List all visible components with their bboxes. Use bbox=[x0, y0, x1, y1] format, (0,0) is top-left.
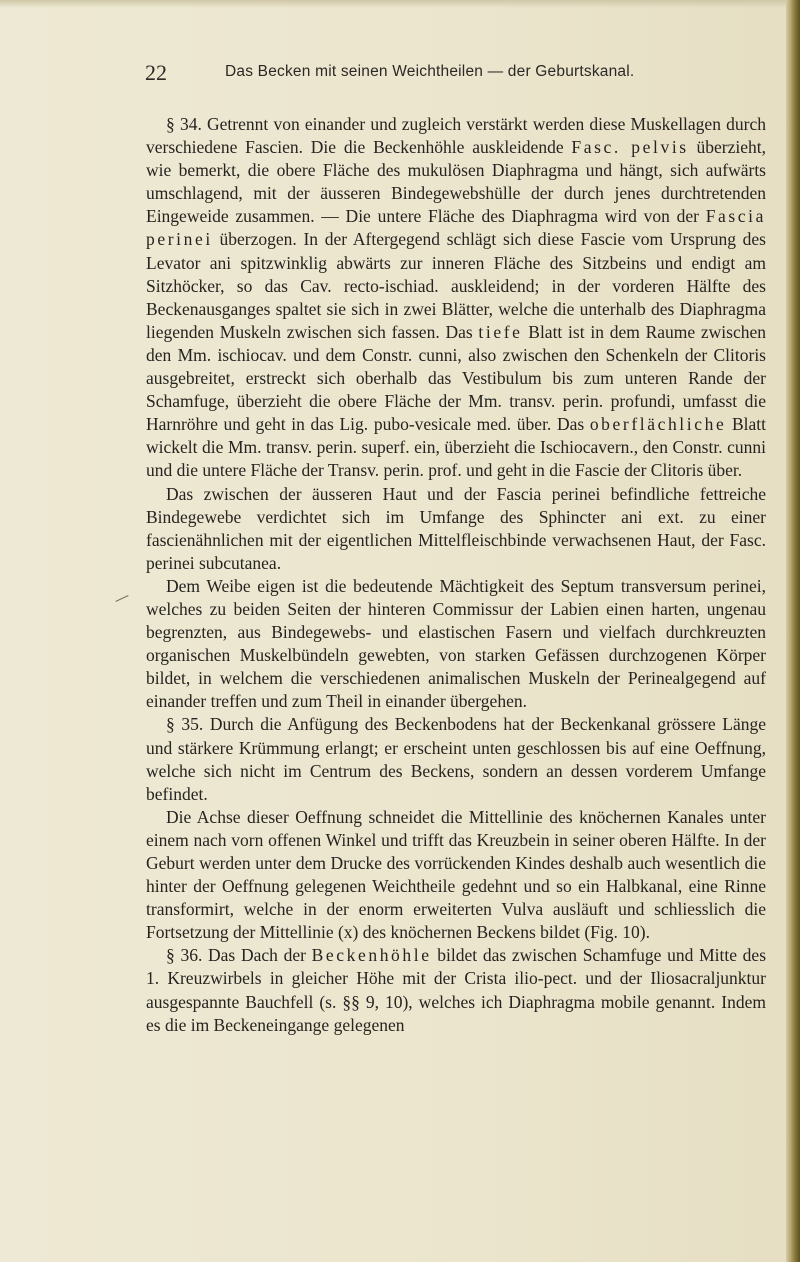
text-run: § 34. Getrennt von einander und zugleich verstärkt werden diese Muskellagen durch verschiedene Fascien. Die die Beckenhöhle auskleidende bbox=[146, 114, 766, 158]
page-binding-edge bbox=[786, 0, 800, 1262]
spaced-term: Fascia perinei bbox=[146, 206, 766, 250]
text-run: Blatt wickelt die Mm. transv. perin. superf. ein, überzieht die Ischiocavern., den Constr. cunni und die untere Fläche der Transv. perin. prof. und geht in die Fascie der Clitoris über. bbox=[146, 414, 766, 481]
text-run: Dem Weibe eigen ist die bedeutende Mächtigkeit des Septum transversum perinei, welches zu beiden Seiten der hinteren Commissur der Labien einen harten, ungenau begrenzten, aus Bindegewebs- und elastischen Fasern und vielfach durchkreuzten organischen Muskelbündeln gewebten, von starken Gefässen durchzogenen Körper bildet, in welchem die verschiedenen animalischen Muskeln der Perinealgegend auf einander treffen und zum Theil in einander übergehen. bbox=[146, 575, 766, 712]
paragraph-septum bbox=[146, 575, 766, 714]
text-run: § 36. Das Dach der bbox=[166, 945, 312, 966]
page-number: 22 bbox=[145, 60, 167, 85]
text-run: überzieht, wie bemerkt, die obere Fläche des mukulösen Diaphragma und hängt, sich aufwärts umschlagend, mit der äusseren Bindegewebshülle der durch jenes durchtretenden Eingeweide zusammen. — Die untere Fläche des Diaphragma wird von der bbox=[146, 137, 766, 227]
text-run: Das zwischen der äusseren Haut und der Fascia perinei befindliche fettreiche Bindegewebe verdichtet sich im Umfange des Sphincter ani ext. zu einer fascienähnlichen mit der eigentlichen Mittelfleischbinde verwachsenen Haut, der Fasc. perinei subcutanea. bbox=[146, 483, 766, 573]
text-run: überzogen. In der Aftergegend schlägt sich diese Fascie vom Ursprung des Levator ani spitzwinklig abwärts zur inneren Fläche des Sitzbeins und endigt am Sitzhöcker, so das Cav. recto-ischiad. auskleidend; in der vorderen Hälfte des Beckenausganges spaltet sie sich in zwei Blätter, welche die unterhalb des Diaphragma liegenden Muskeln zwischen sich fassen. Das bbox=[146, 229, 766, 342]
running-title: Das Becken mit seinen Weichtheilen — der Geburtskanal. bbox=[225, 63, 635, 80]
text-run: § 35. Durch die Anfügung des Beckenbodens hat der Beckenkanal grössere Länge und stärkere Krümmung erlangt; er erscheint unten geschlossen bis auf eine Oeffnung, welche sich nicht im Centrum des Beckens, sondern an dessen vorderem Umfange befindet. bbox=[146, 714, 766, 804]
paragraph-achse bbox=[146, 806, 766, 945]
running-head bbox=[145, 60, 765, 88]
paragraph-35 bbox=[146, 713, 766, 805]
text-run: Blatt ist in dem Raume zwischen den Mm. ischiocav. und dem Constr. cunni, also zwischen den Schenkeln der Clitoris ausgebreitet, erstreckt sich oberhalb das Vestibulum bis zum unteren Rande der Schamfuge, überzieht die obere Fläche der Mm. transv. perin. profundi, umfasst die Harnröhre und geht in das Lig. pubo-vesicale med. über. Das bbox=[146, 321, 767, 435]
paragraph-34 bbox=[146, 113, 766, 483]
spaced-term: oberflächliche bbox=[589, 414, 727, 435]
paragraph-36 bbox=[146, 944, 766, 1036]
spaced-term: Fasc. pelvis bbox=[571, 137, 689, 158]
spaced-term: Beckenhöhle bbox=[311, 945, 432, 966]
paragraph-fascia-subcutanea bbox=[146, 483, 766, 575]
spaced-term: tiefe bbox=[478, 321, 523, 342]
text-run: Die Achse dieser Oeffnung schneidet die Mittellinie des knöchernen Kanales unter einem nach vorn offenen Winkel und trifft das Kreuzbein in seiner oberen Hälfte. In der Geburt werden unter dem Drucke des vorrückenden Kindes deshalb auch wesentlich die hinter der Oeffnung gelegenen Weichtheile gedehnt und so ein Halbkanal, eine Rinne transformirt, welche in der enorm erweiterten Vulva ausläuft und schliesslich die Fortsetzung der Mittellinie (x) des knöchernen Beckens bildet (Fig. 10). bbox=[146, 806, 766, 943]
page-top-shadow bbox=[0, 0, 800, 8]
body-text bbox=[146, 113, 766, 1037]
text-run: bildet das zwischen Schamfuge und Mitte des 1. Kreuzwirbels in gleicher Höhe mit der Crista ilio-pect. und der Iliosacraljunktur ausgespannte Bauchfell (s. §§ 9, 10), welches ich Diaphragma mobile genannt. Indem es die im Beckeneingange gelegenen bbox=[146, 945, 767, 1035]
